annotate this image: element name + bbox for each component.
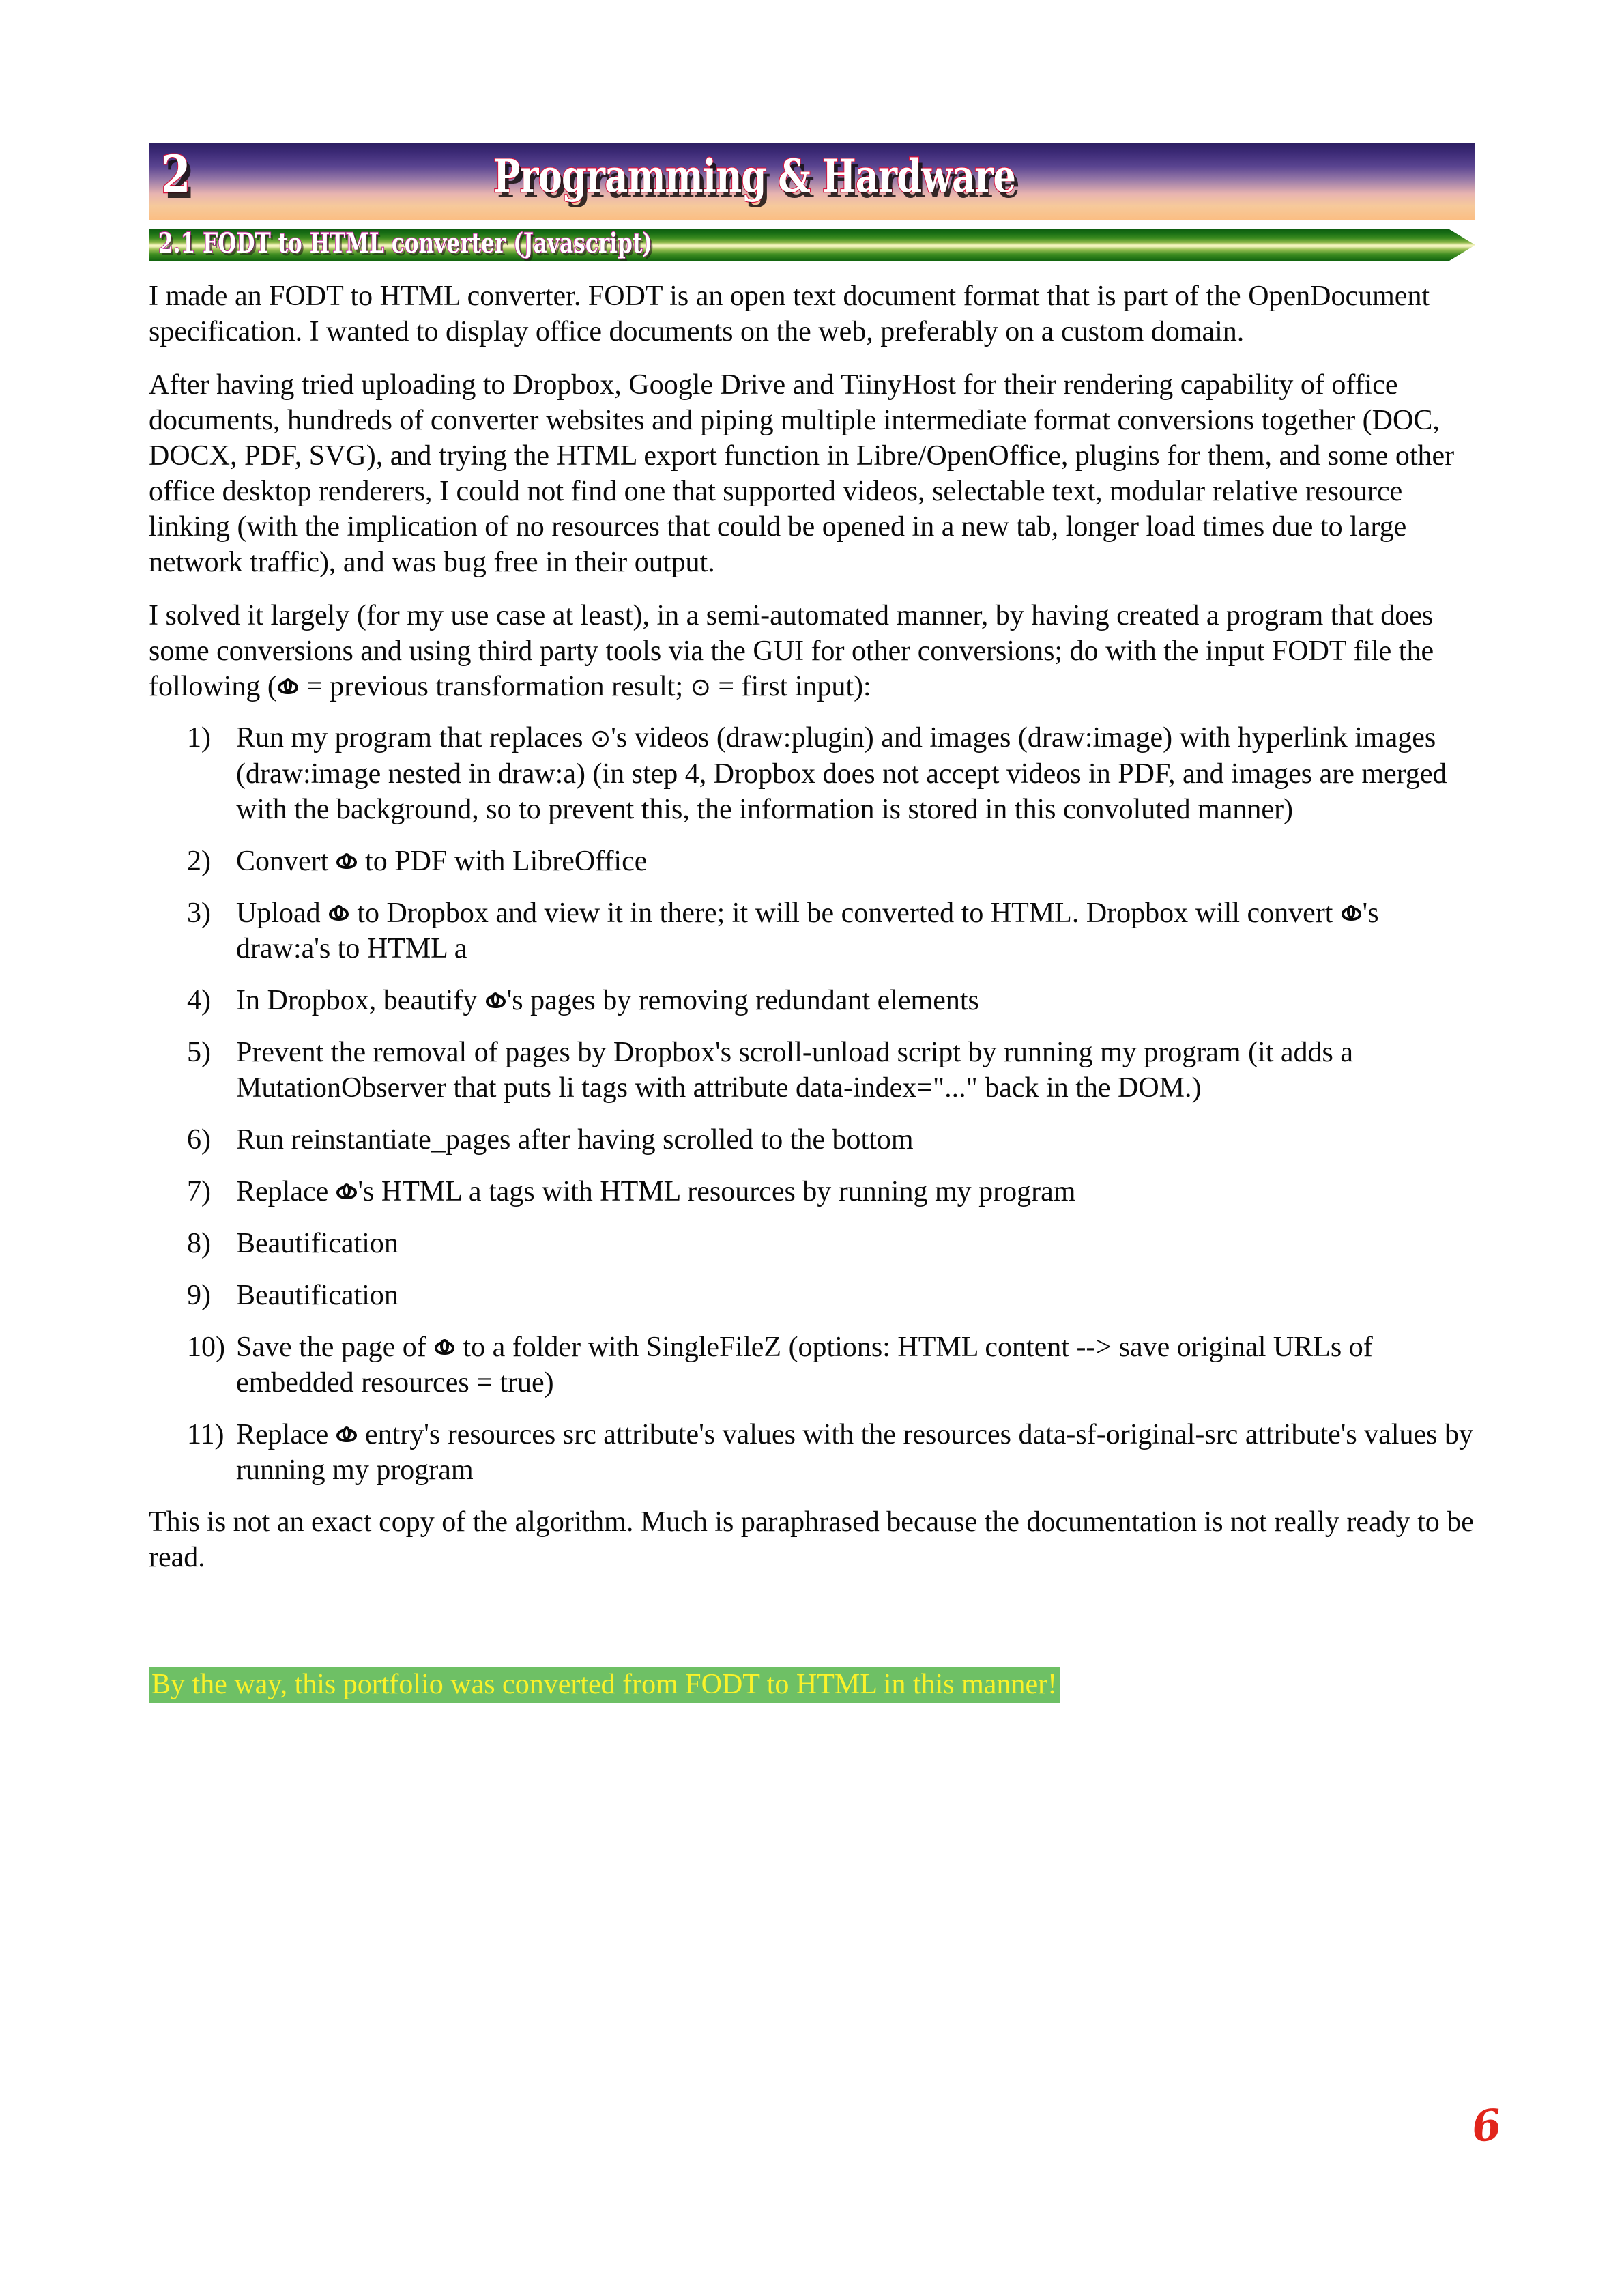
step-marker: 4) xyxy=(187,985,211,1016)
previous-result-icon xyxy=(329,903,349,923)
step-text-post: 's videos (draw:plugin) and images (draw:image) with hyperlink images (draw:image nested in draw:a) (in step 4, Dropbox does not accept videos in PDF, and images are merged with the background, so to prevent this, the information is stored in this convoluted manner) xyxy=(236,722,1447,825)
page-number: 6 xyxy=(1469,2099,1504,2153)
step-marker: 7) xyxy=(187,1176,211,1207)
section-heading xyxy=(149,229,1475,261)
step-text: Run reinstantiate_pages after having scrolled to the bottom xyxy=(236,1124,914,1156)
step-text-post: to a folder with SingleFileZ (options: HTML content --> save original URLs of embedded resources = true) xyxy=(236,1332,1373,1398)
step-text xyxy=(236,1330,1479,1401)
paragraph-1: I made an FODT to HTML converter. FODT is an open text document format that is part of the OpenDocument specification. I wanted to display office documents on the web, preferably on a custom domain. xyxy=(149,281,1430,347)
step-text-post-2: 's draw:a's to HTML a xyxy=(236,898,1379,964)
step-text-post: to PDF with LibreOffice xyxy=(358,846,648,877)
chapter-title xyxy=(149,149,1475,203)
paragraph-3-part-3: = first input): xyxy=(710,671,871,702)
step-text-post: 's pages by removing redundant elements xyxy=(506,985,979,1016)
previous-result-icon xyxy=(336,851,356,871)
list-item xyxy=(149,1417,1479,1488)
page-content xyxy=(149,143,1479,1704)
step-text xyxy=(236,1174,1479,1209)
step-text-post: to Dropbox and view it in there; it will be converted to HTML. Dropbox will convert xyxy=(349,898,1340,929)
paragraph-2: After having tried uploading to Dropbox, Google Drive and TiinyHost for their rendering capability of office documents, hundreds of converter websites and piping multiple intermediate format conversions together (DOC, DOCX, PDF, SVG), and trying the HTML export function in Libre/OpenOffice, plugins for them, and some other office desktop renderers, I could not find one that supported videos, selectable text, modular relative resource linking (with the implication of no resources that could be opened in a new tab, longer load times due to large network traffic), and was bug free in their output. xyxy=(149,369,1455,578)
highlighted-note: By the way, this portfolio was converted from FODT to HTML in this manner! xyxy=(149,1667,1060,1703)
first-input-icon: ⊙ xyxy=(590,723,611,753)
step-text xyxy=(236,895,1479,966)
step-marker: 8) xyxy=(187,1228,211,1259)
paragraph-3-part-1: I solved it largely (for my use case at least), in a semi-automated manner, by having created a program that does some conversions and using third party tools via the GUI for other conversions; do with the input FODT file the following ( xyxy=(149,600,1434,702)
step-marker: 2) xyxy=(187,846,211,877)
step-marker: 10) xyxy=(187,1332,225,1363)
chapter-title-text: Programming & Hardware xyxy=(493,149,1015,203)
list-item xyxy=(149,1035,1479,1106)
previous-result-icon xyxy=(1342,903,1361,923)
step-text-pre: Save the page of xyxy=(236,1332,434,1363)
closing-paragraph: This is not an exact copy of the algorithm. Much is paraphrased because the documentation is not really ready to be read. xyxy=(149,1506,1474,1573)
list-item xyxy=(149,983,1479,1018)
step-text xyxy=(236,844,1479,879)
previous-result-icon xyxy=(336,1181,356,1201)
list-item xyxy=(149,1122,1479,1158)
first-input-icon: ⊙ xyxy=(690,672,711,702)
list-item xyxy=(149,895,1479,966)
step-text: Prevent the removal of pages by Dropbox's scroll-unload script by running my program (it adds a MutationObserver that puts li tags with attribute data-index="..." back in the DOM.) xyxy=(236,1037,1354,1104)
chapter-banner xyxy=(149,143,1475,220)
body-text xyxy=(149,278,1479,1704)
paragraph-3-part-2: = previous transformation result; xyxy=(299,671,691,702)
previous-result-icon xyxy=(278,676,298,696)
previous-result-icon xyxy=(435,1337,454,1357)
step-marker: 11) xyxy=(187,1419,224,1450)
step-text xyxy=(236,1417,1479,1488)
step-marker: 3) xyxy=(187,898,211,929)
step-text-pre: Upload xyxy=(236,898,328,929)
step-text: Beautification xyxy=(236,1228,398,1259)
list-item xyxy=(149,1226,1479,1261)
section-title xyxy=(158,227,792,260)
step-marker: 5) xyxy=(187,1037,211,1068)
step-text-post: entry's resources src attribute's values with the resources data-sf-original-src attribute's values by running my program xyxy=(236,1419,1473,1486)
previous-result-icon xyxy=(336,1424,356,1444)
step-text-pre: Replace xyxy=(236,1419,336,1450)
step-text-pre: In Dropbox, beautify xyxy=(236,985,484,1016)
step-text xyxy=(236,983,1479,1018)
previous-result-icon xyxy=(486,990,506,1010)
paragraph-3 xyxy=(149,598,1479,705)
list-item xyxy=(149,1278,1479,1313)
list-item xyxy=(149,844,1479,879)
list-item xyxy=(149,1174,1479,1209)
step-marker: 6) xyxy=(187,1124,211,1156)
note-row xyxy=(149,1665,1479,1704)
steps-list xyxy=(149,720,1479,1488)
step-text-pre: Run my program that replaces xyxy=(236,722,591,754)
section-title-text: 2.1 FODT to HTML converter (Javascript) xyxy=(158,227,653,259)
list-item xyxy=(149,1330,1479,1401)
step-text xyxy=(236,720,1479,827)
chapter-number: 2 xyxy=(161,144,192,205)
step-text-pre: Replace xyxy=(236,1176,336,1207)
step-marker: 9) xyxy=(187,1280,211,1311)
step-marker: 1) xyxy=(187,722,211,754)
step-text-post: 's HTML a tags with HTML resources by running my program xyxy=(358,1176,1076,1207)
step-text: Beautification xyxy=(236,1280,398,1311)
step-text-pre: Convert xyxy=(236,846,336,877)
list-item xyxy=(149,720,1479,827)
